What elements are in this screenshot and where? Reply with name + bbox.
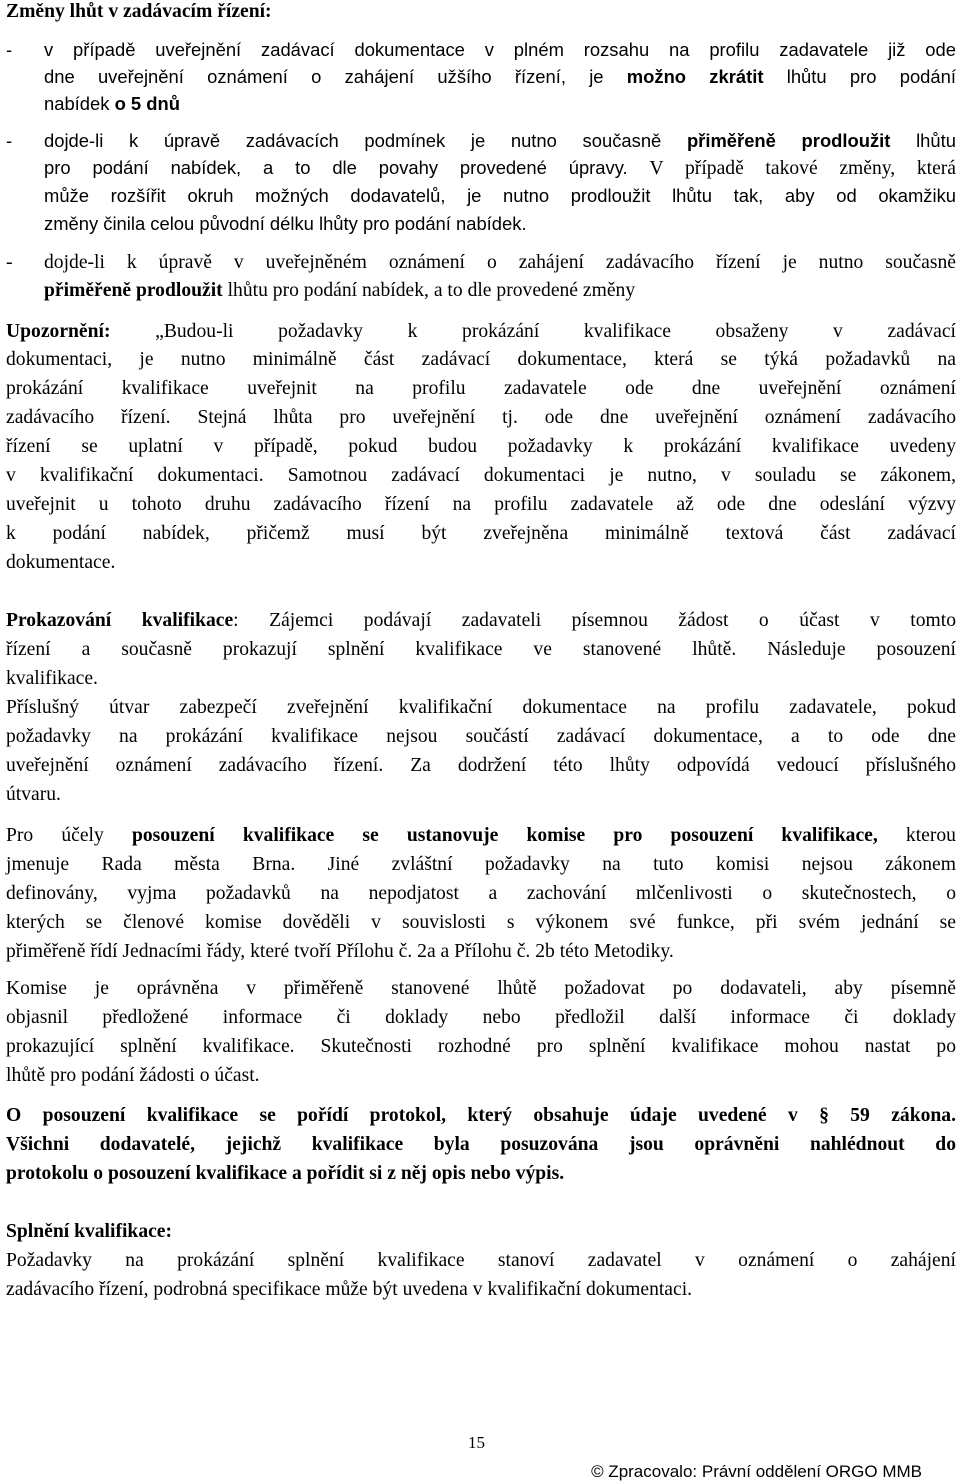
bullet-3-line: dojde-li k úpravě v uveřejněném oznámení o zahájení zadávacího řízení je nutno současně: [44, 252, 956, 273]
paragraph-line: lhůtě pro podání žádosti o účast.: [6, 1065, 260, 1086]
paragraph-line: kterých se členové komise dověděli v souvislosti s výkonem své funkce, při svém jednání se: [6, 912, 956, 933]
paragraph-line: Komise je oprávněna v přiměřeně stanovené lhůtě požadovat po dodavateli, aby písemně: [6, 978, 956, 999]
paragraph-line: objasnil předložené informace či doklady nebo předložil další informace či doklady: [6, 1007, 956, 1028]
bullet-dash: -: [6, 252, 13, 273]
bullet-3-line: přiměřeně prodloužit lhůtu pro podání nabídek, a to dle provedené změny: [44, 280, 636, 301]
paragraph-line: Pro účely posouzení kvalifikace se ustanovuje komise pro posouzení kvalifikace, kterou: [6, 825, 956, 846]
paragraph-line: jmenuje Rada města Brna. Jiné zvláštní požadavky na tuto komisi nejsou zákonem: [6, 854, 956, 875]
paragraph-line: dokumentace.: [6, 552, 116, 573]
paragraph-line: požadavky na prokázání kvalifikace nejsou součástí zadávací dokumentace, a to ode dne: [6, 726, 956, 747]
bullet-dash: -: [6, 39, 13, 60]
paragraph-line: zadávacího řízení. Stejná lhůta pro uveřejnění tj. ode dne uveřejnění oznámení zadávacího: [6, 407, 956, 428]
note-label: Upozornění:: [6, 321, 111, 342]
paragraph-line: uveřejnění oznámení zadávacího řízení. Za dodržení této lhůty odpovídá vedoucí příslušného: [6, 755, 956, 776]
paragraph-line: protokolu o posouzení kvalifikace a pořídit si z něj opis nebo výpis.: [6, 1163, 565, 1184]
qualification-label: Prokazování kvalifikace: [6, 610, 234, 631]
paragraph-line: prokazující splnění kvalifikace. Skutečnosti rozhodné pro splnění kvalifikace mohou nastat po: [6, 1036, 956, 1057]
bullet-1-line: v případě uveřejnění zadávací dokumentace v plném rozsahu na profilu zadavatele již ode: [44, 39, 956, 60]
paragraph-line: Příslušný útvar zabezpečí zveřejnění kvalifikační dokumentace na profilu zadavatele, pokud: [6, 697, 956, 718]
paragraph-line: řízení se uplatní v případě, pokud budou požadavky k prokázání kvalifikace uvedeny: [6, 436, 956, 457]
paragraph-line: dokumentaci, je nutno minimálně část zadávací dokumentace, která se týká požadavků na: [6, 349, 956, 370]
subsection-heading: Splnění kvalifikace:: [6, 1221, 173, 1242]
paragraph-line: kvalifikace.: [6, 668, 98, 689]
paragraph-line: řízení a současně prokazují splnění kvalifikace ve stanovené lhůtě. Následuje posouzení: [6, 639, 956, 660]
bullet-1-line: dne uveřejnění oznámení o zahájení užšího řízení, je možno zkrátit lhůtu pro podání: [44, 66, 956, 87]
paragraph-line: Upozornění: „Budou-li požadavky k prokázání kvalifikace obsaženy v zadávací: [6, 321, 956, 342]
paragraph-line: přiměřeně řídí Jednacími řády, které tvoří Přílohu č. 2a a Přílohu č. 2b této Metodiky.: [6, 941, 674, 962]
bullet-dash: -: [6, 130, 13, 151]
bullet-2-line: změny činila celou původní délku lhůty pro podání nabídek.: [44, 213, 527, 234]
section-heading: Změny lhůt v zadávacím řízení:: [6, 1, 272, 22]
paragraph-line: k podání nabídek, přičemž musí být zveřejněna minimálně textová část zadávací: [6, 523, 956, 544]
paragraph-line: O posouzení kvalifikace se pořídí protokol, který obsahuje údaje uvedené v § 59 zákona.: [6, 1105, 956, 1126]
bullet-2-line: dojde-li k úpravě zadávacích podmínek je nutno současně přiměřeně prodloužit lhůtu: [44, 130, 956, 151]
bullet-1-line: nabídek o 5 dnů: [44, 93, 180, 114]
paragraph-line: Prokazování kvalifikace: Zájemci podávají zadavateli písemnou žádost o účast v tomto: [6, 610, 956, 631]
paragraph-line: útvaru.: [6, 784, 61, 805]
footer-credit: © Zpracovalo: Právní oddělení ORGO MMB: [591, 1462, 922, 1481]
paragraph-line: Požadavky na prokázání splnění kvalifikace stanoví zadavatel v oznámení o zahájení: [6, 1250, 956, 1271]
paragraph-line: definovány, vyjma požadavků na nepodjatost a zachování mlčenlivosti o skutečnostech, o: [6, 883, 956, 904]
bullet-2-line: pro podání nabídek, a to dle povahy provedené úpravy. V případě takové změny, která: [44, 157, 956, 179]
page-number: 15: [468, 1433, 485, 1452]
bullet-2-line: může rozšířit okruh možných dodavatelů, je nutno prodloužit lhůtu tak, aby od okamžiku: [44, 185, 956, 206]
paragraph-line: Všichni dodavatelé, jejichž kvalifikace byla posuzována jsou oprávněni nahlédnout do: [6, 1134, 956, 1155]
paragraph-line: prokázání kvalifikace uveřejnit na profilu zadavatele ode dne uveřejnění oznámení: [6, 378, 956, 399]
paragraph-line: zadávacího řízení, podrobná specifikace může být uvedena v kvalifikační dokumentaci.: [6, 1279, 693, 1300]
paragraph-line: uveřejnit u tohoto druhu zadávacího řízení na profilu zadavatele až ode dne odeslání výzvy: [6, 494, 956, 515]
paragraph-line: v kvalifikační dokumentaci. Samotnou zadávací dokumentaci je nutno, v souladu se zákonem,: [6, 465, 956, 486]
